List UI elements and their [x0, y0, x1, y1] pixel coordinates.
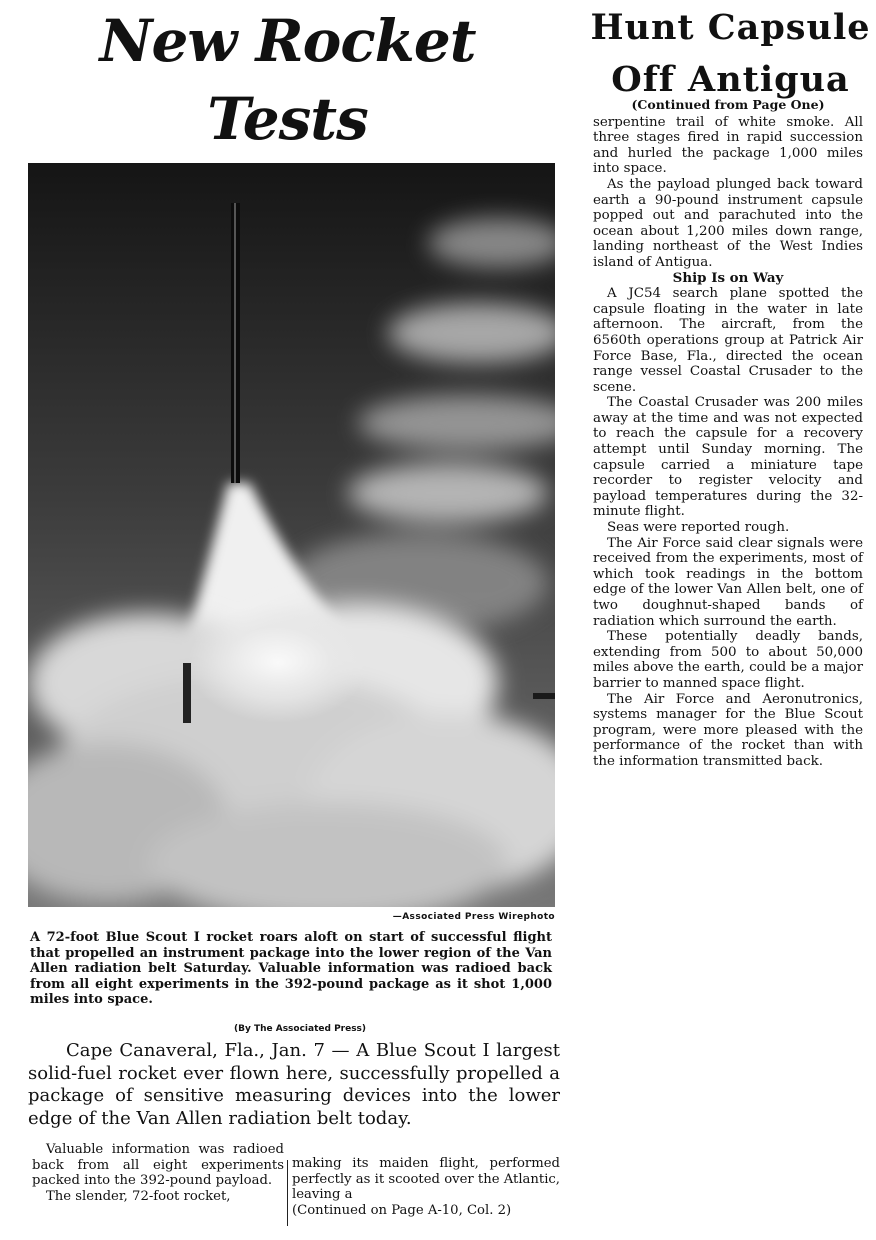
side-story-paragraph: The Air Force said clear signals were received from the experiments, most of which took readings in the bottom edge of the lower Van Allen belt, one of two doughnut-shaped bands of radiation which surround the earth.: [593, 535, 863, 629]
side-story-paragraph: These potentially deadly bands, extending from 500 to about 50,000 miles above the earth, could be a major barrier to manned space flight.: [593, 629, 863, 691]
rocket-launch-photo: [28, 163, 555, 907]
column-divider: [287, 1160, 288, 1226]
subheading: Ship Is on Way: [672, 269, 784, 286]
column-1-paragraph: Valuable information was radioed back from all eight experiments packed into the 392-pound payload.: [32, 1142, 284, 1188]
body-column-1: [32, 1142, 284, 1204]
side-story-paragraph: Seas were reported rough.: [607, 520, 790, 536]
continued-from-note: (Continued from Page One): [631, 97, 825, 112]
side-headline-line-1: Hunt Capsule: [590, 7, 871, 48]
side-story-paragraph: The Air Force and Aeronutronics, systems manager for the Blue Scout program, were more pleased with the performance of the rocket than with the information transmitted back.: [593, 691, 863, 769]
column-1-paragraph: The slender, 72-foot rocket,: [46, 1188, 231, 1204]
side-story-paragraph: A JC54 search plane spotted the capsule floating in the water in late afternoon. The aircraft, from the 6560th operations group at Patrick Air Force Base, Fla., directed the ocean range vessel Coastal Crusader to the scene.: [593, 286, 863, 395]
body-column-2: [292, 1156, 560, 1218]
side-story-paragraph: serpentine trail of white smoke. All three stages fired in rapid succession and hurled the package 1,000 miles into space.: [593, 114, 863, 177]
byline: (By The Associated Press): [233, 1024, 367, 1034]
photo-caption: A 72-foot Blue Scout I rocket roars aloft on start of successful flight that propelled an instrument package into the lower region of the Van Allen radiation belt Saturday. Valuable information was radioed back from all eight experiments in the 392-pound package as it shot 1,000 miles into space.: [30, 930, 552, 1007]
headline-line-1: New Rocket Tests: [99, 7, 476, 153]
side-headline: [588, 2, 873, 106]
side-story-paragraph: As the payload plunged back toward earth a 90-pound instrument capsule popped out and parachuted into the ocean about 1,200 miles down range, landing northeast of the West Indies island of Antigua.: [593, 176, 863, 270]
column-2-paragraph: making its maiden flight, performed perfectly as it scooted over the Atlantic, leaving a: [292, 1156, 560, 1202]
side-headline-line-2: Off Antigua: [611, 59, 850, 100]
lead-paragraph: Cape Canaveral, Fla., Jan. 7 — A Blue Scout I largest solid-fuel rocket ever flown here, successfully propelled a package of sensitive measuring devices into the lower edge of the Van Allen radiation belt today.: [28, 1040, 560, 1129]
side-story-paragraph: The Coastal Crusader was 200 miles away at the time and was not expected to reach the capsule for a recovery attempt until Sunday morning. The capsule carried a miniature tape recorder to register velocity and payload temperatures during the 32-minute flight.: [593, 395, 863, 520]
photo-credit: —Associated Press Wirephoto: [392, 912, 555, 922]
rocket-photo-image: [28, 163, 555, 907]
side-story-column: [593, 97, 863, 770]
continued-on-note: (Continued on Page A-10, Col. 2): [292, 1202, 512, 1218]
